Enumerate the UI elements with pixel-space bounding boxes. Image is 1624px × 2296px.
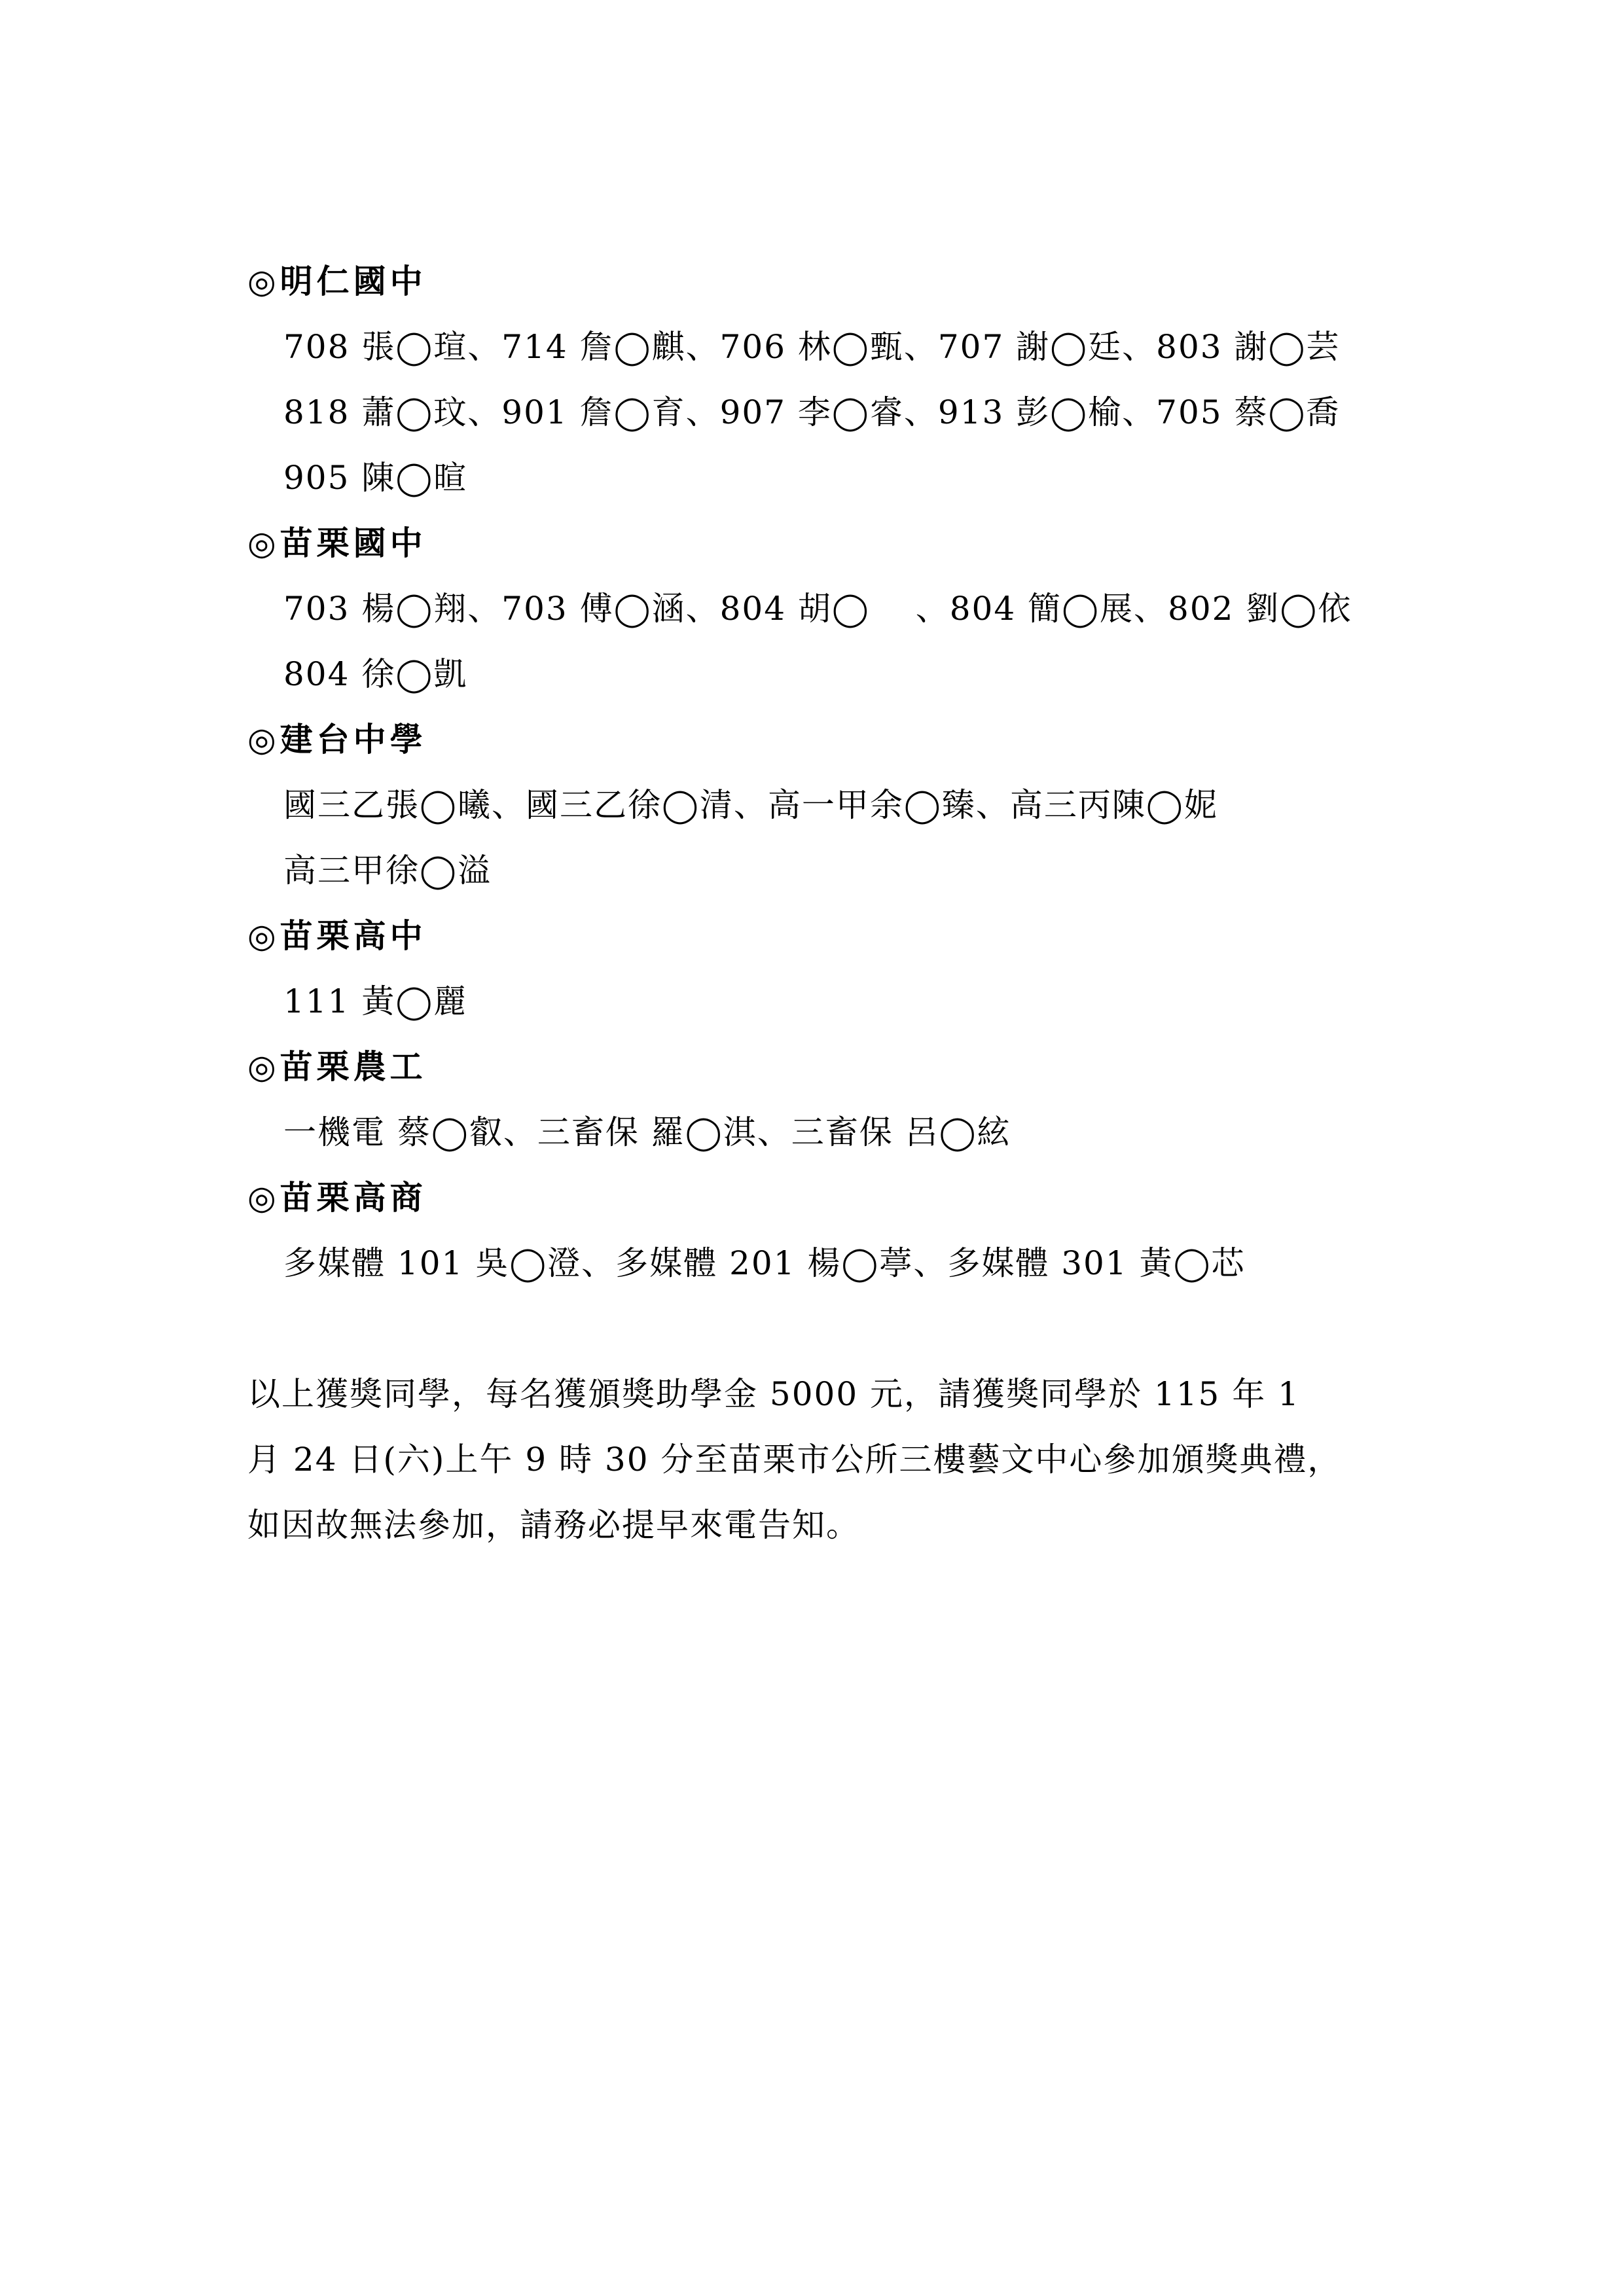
school-heading: ◎苗栗農工 — [247, 1048, 427, 1086]
school-heading: ◎苗栗高中 — [247, 917, 427, 955]
document-page — [247, 249, 1439, 1558]
school-section-miaoli-commerce — [247, 1165, 1439, 1296]
school-section-mingren — [247, 249, 1439, 511]
student-list — [247, 314, 1439, 511]
student-list — [247, 1230, 1439, 1296]
student-line: 708 張◯瑄、714 詹◯麒、706 林◯甄、707 謝◯廷、803 謝◯芸 — [283, 328, 1341, 366]
student-list — [247, 576, 1439, 707]
student-line: 818 蕭◯玟、901 詹◯育、907 李◯睿、913 彭◯榆、705 蔡◯喬 — [283, 393, 1341, 431]
student-line: 111 黃◯麗 — [283, 982, 468, 1020]
school-section-miaoli-agri — [247, 1034, 1439, 1165]
school-heading: ◎建台中學 — [247, 721, 427, 759]
notice-line: 月 24 日(六)上午 9 時 30 分至苗栗市公所三樓藝文中心參加頒獎典禮， — [247, 1441, 1342, 1479]
student-list — [247, 772, 1439, 903]
school-heading: ◎苗栗高商 — [247, 1179, 427, 1217]
school-heading: ◎明仁國中 — [247, 262, 427, 300]
student-list — [247, 969, 1439, 1034]
notice-line: 如因故無法參加，請務必提早來電告知。 — [247, 1506, 860, 1544]
student-line: 一機電 蔡◯叡、三畜保 羅◯淇、三畜保 呂◯絃 — [283, 1113, 1011, 1151]
student-line: 703 楊◯翔、703 傅◯涵、804 胡◯ 、804 簡◯展、802 劉◯依 — [283, 590, 1352, 628]
school-section-jiantai — [247, 707, 1439, 903]
notice-line: 以上獲獎同學，每名獲頒獎助學金 5000 元，請獲獎同學於 115 年 1 — [247, 1375, 1300, 1413]
school-section-miaoli-junior — [247, 511, 1439, 707]
school-heading: ◎苗栗國中 — [247, 524, 427, 562]
student-line: 905 陳◯暄 — [283, 459, 468, 497]
student-line: 804 徐◯凱 — [283, 655, 468, 693]
student-line: 高三甲徐◯溢 — [283, 852, 492, 889]
student-line: 多媒體 101 吳◯澄、多媒體 201 楊◯葶、多媒體 301 黃◯芯 — [283, 1244, 1246, 1282]
student-line: 國三乙張◯曦、國三乙徐◯清、高一甲余◯臻、高三丙陳◯妮 — [283, 786, 1218, 824]
award-notice — [247, 1361, 1439, 1558]
school-section-miaoli-senior — [247, 903, 1439, 1034]
student-list — [247, 1100, 1439, 1165]
